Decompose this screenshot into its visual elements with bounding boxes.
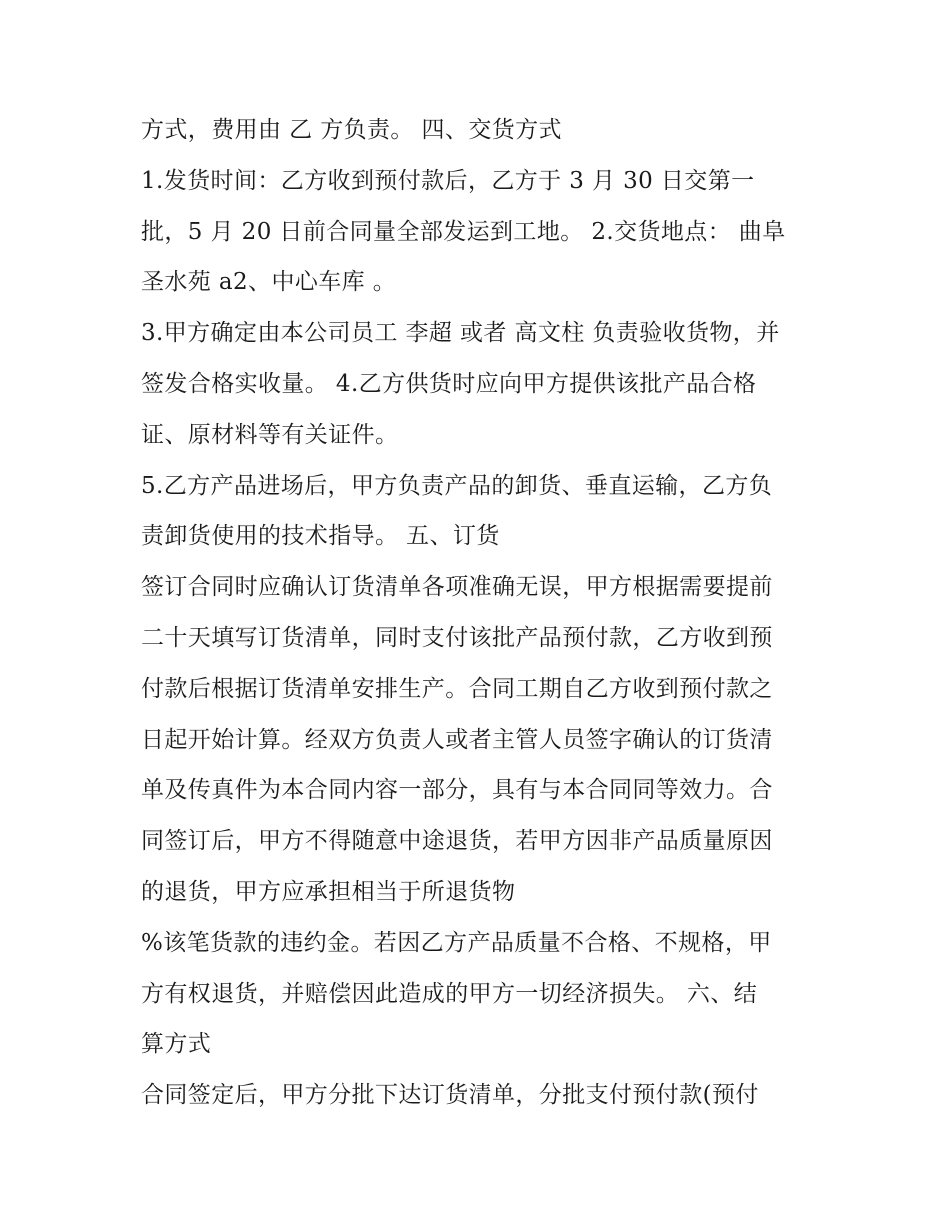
text-line: 1.发货时间：乙方收到预付款后，乙方于 3 月 30 日交第一 — [141, 167, 755, 194]
text-line: 3.甲方确定由本公司员工 李超 或者 高文柱 负责验收货物，并 — [141, 320, 780, 347]
text-line: 二十天填写订货清单，同时支付该批产品预付款，乙方收到预 — [141, 624, 773, 651]
text-line: 批，5 月 20 日前合同量全部发运到工地。 2.交货地点： 曲阜 — [141, 218, 786, 245]
text-line: 日起开始计算。经双方负责人或者主管人员签字确认的订货清 — [141, 726, 773, 753]
text-line: 合同签定后，甲方分批下达订货清单，分批支付预付款(预付 — [141, 1082, 759, 1109]
text-line: 方有权退货，并赔偿因此造成的甲方一切经济损失。 六、结 — [141, 980, 758, 1007]
text-line: 责卸货使用的技术指导。 五、订货 — [141, 523, 500, 550]
text-line: 方式，费用由 乙 方负责。 四、交货方式 — [141, 117, 562, 143]
text-line: 签发合格实收量。 4.乙方供货时应向甲方提供该批产品合格 — [141, 370, 757, 397]
text-line: 同签订后，甲方不得随意中途退货，若甲方因非产品质量原因 — [141, 828, 773, 855]
body-text — [141, 105, 821, 1121]
text-line: 圣水苑 a2、中心车库 。 — [141, 269, 397, 296]
text-line: %该笔货款的违约金。若因乙方产品质量不合格、不规格，甲 — [141, 929, 772, 956]
text-line: 的退货，甲方应承担相当于所退货物 — [141, 878, 516, 905]
text-line: 算方式 — [141, 1031, 212, 1058]
text-line: 付款后根据订货清单安排生产。合同工期自乙方收到预付款之 — [141, 675, 773, 702]
text-line: 5.乙方产品进场后，甲方负责产品的卸货、垂直运输，乙方负 — [141, 472, 773, 499]
text-line: 单及传真件为本合同内容一部分，具有与本合同同等效力。合 — [141, 777, 773, 804]
text-line: 签订合同时应确认订货清单各项准确无误，甲方根据需要提前 — [141, 574, 773, 601]
text-line: 证、原材料等有关证件。 — [141, 421, 399, 448]
